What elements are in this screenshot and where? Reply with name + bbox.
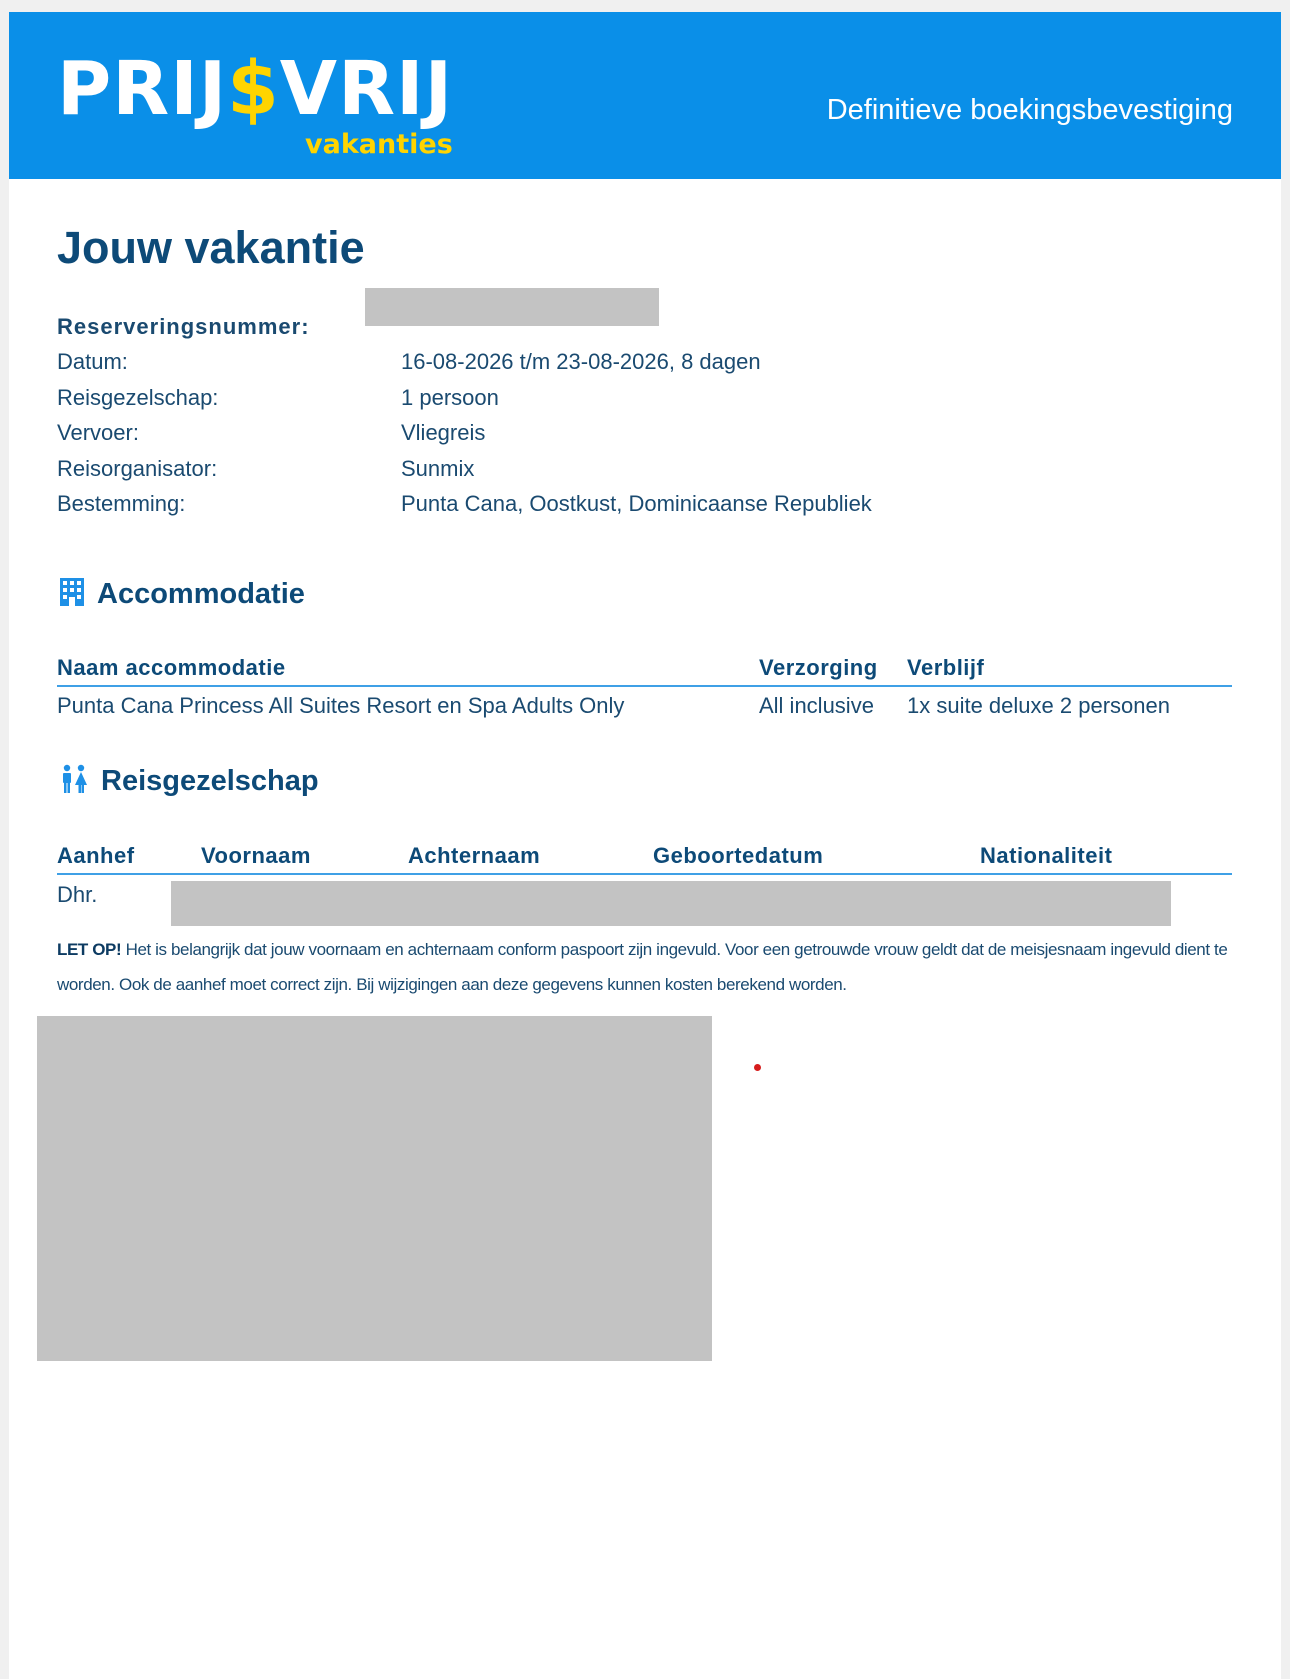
info-value: Sunmix — [401, 455, 475, 481]
info-row-transport — [57, 420, 957, 455]
accommodation-name: Punta Cana Princess All Suites Resort en Spa Adults Only — [57, 693, 625, 718]
redacted-reservation-number — [365, 288, 659, 326]
info-row-reservation — [57, 314, 957, 349]
col-header-accommodation-name: Naam accommodatie — [57, 655, 286, 680]
accommodation-stay: 1x suite deluxe 2 personen — [907, 693, 1170, 718]
page-title: Jouw vakantie — [57, 222, 365, 273]
reservation-label: Reserveringsnummer: — [57, 314, 310, 339]
building-icon — [59, 577, 85, 612]
col-header-stay: Verblijf — [907, 655, 985, 680]
redacted-block — [37, 1016, 712, 1361]
logo-dollar: $ — [227, 46, 280, 132]
logo-prefix: PRIJ — [57, 46, 228, 132]
header-title: Definitieve boekingsbevestiging — [826, 94, 1233, 126]
table-divider — [57, 685, 1232, 687]
logo-suffix: VRIJ — [279, 46, 454, 132]
col-header-first-name: Voornaam — [201, 843, 311, 868]
document-page — [9, 12, 1281, 1679]
info-label: Reisgezelschap: — [57, 384, 219, 410]
note-text: Het is belangrijk dat jouw voornaam en achternaam conform paspoort zijn ingevuld. Voor een getrouwde vrouw geldt dat de meisjesnaam ingevuld dient te worden. Ook de aanhef moet correct zijn. Bij wijzigingen aan deze gegevens kunnen kosten berekend worden. — [57, 940, 1228, 994]
accommodation-board: All inclusive — [759, 693, 874, 718]
warning-note — [57, 932, 1237, 1002]
header-banner — [9, 12, 1281, 179]
col-header-last-name: Achternaam — [408, 843, 541, 868]
info-row-organizer — [57, 456, 957, 491]
col-header-board: Verzorging — [759, 655, 878, 680]
people-icon — [59, 764, 89, 799]
traveler-salutation: Dhr. — [57, 882, 98, 907]
info-label: Datum: — [57, 349, 128, 375]
info-label: Reisorganisator: — [57, 455, 218, 481]
red-dot-mark — [754, 1064, 761, 1071]
info-value: 1 persoon — [401, 384, 499, 410]
travelers-heading — [59, 764, 319, 799]
info-value: 16-08-2026 t/m 23-08-2026, 8 dagen — [401, 349, 761, 375]
note-emphasis: LET OP! — [57, 940, 122, 959]
logo-subtitle: vakanties — [305, 129, 453, 160]
info-value: Punta Cana, Oostkust, Dominicaanse Republiek — [401, 490, 872, 516]
section-title: Accommodatie — [97, 578, 305, 610]
section-title: Reisgezelschap — [101, 765, 319, 797]
col-header-salutation: Aanhef — [57, 843, 135, 868]
info-row-party — [57, 385, 957, 420]
brand-logo — [57, 46, 454, 132]
info-row-destination — [57, 491, 957, 526]
info-label: Bestemming: — [57, 490, 186, 516]
booking-info — [57, 314, 957, 526]
table-divider — [57, 873, 1232, 875]
col-header-birthdate: Geboortedatum — [653, 843, 824, 868]
col-header-nationality: Nationaliteit — [980, 843, 1113, 868]
info-row-date — [57, 349, 957, 384]
accommodation-heading — [59, 577, 305, 612]
info-label: Vervoer: — [57, 420, 139, 446]
info-value: Vliegreis — [401, 420, 486, 446]
redacted-traveler-details — [171, 881, 1171, 926]
